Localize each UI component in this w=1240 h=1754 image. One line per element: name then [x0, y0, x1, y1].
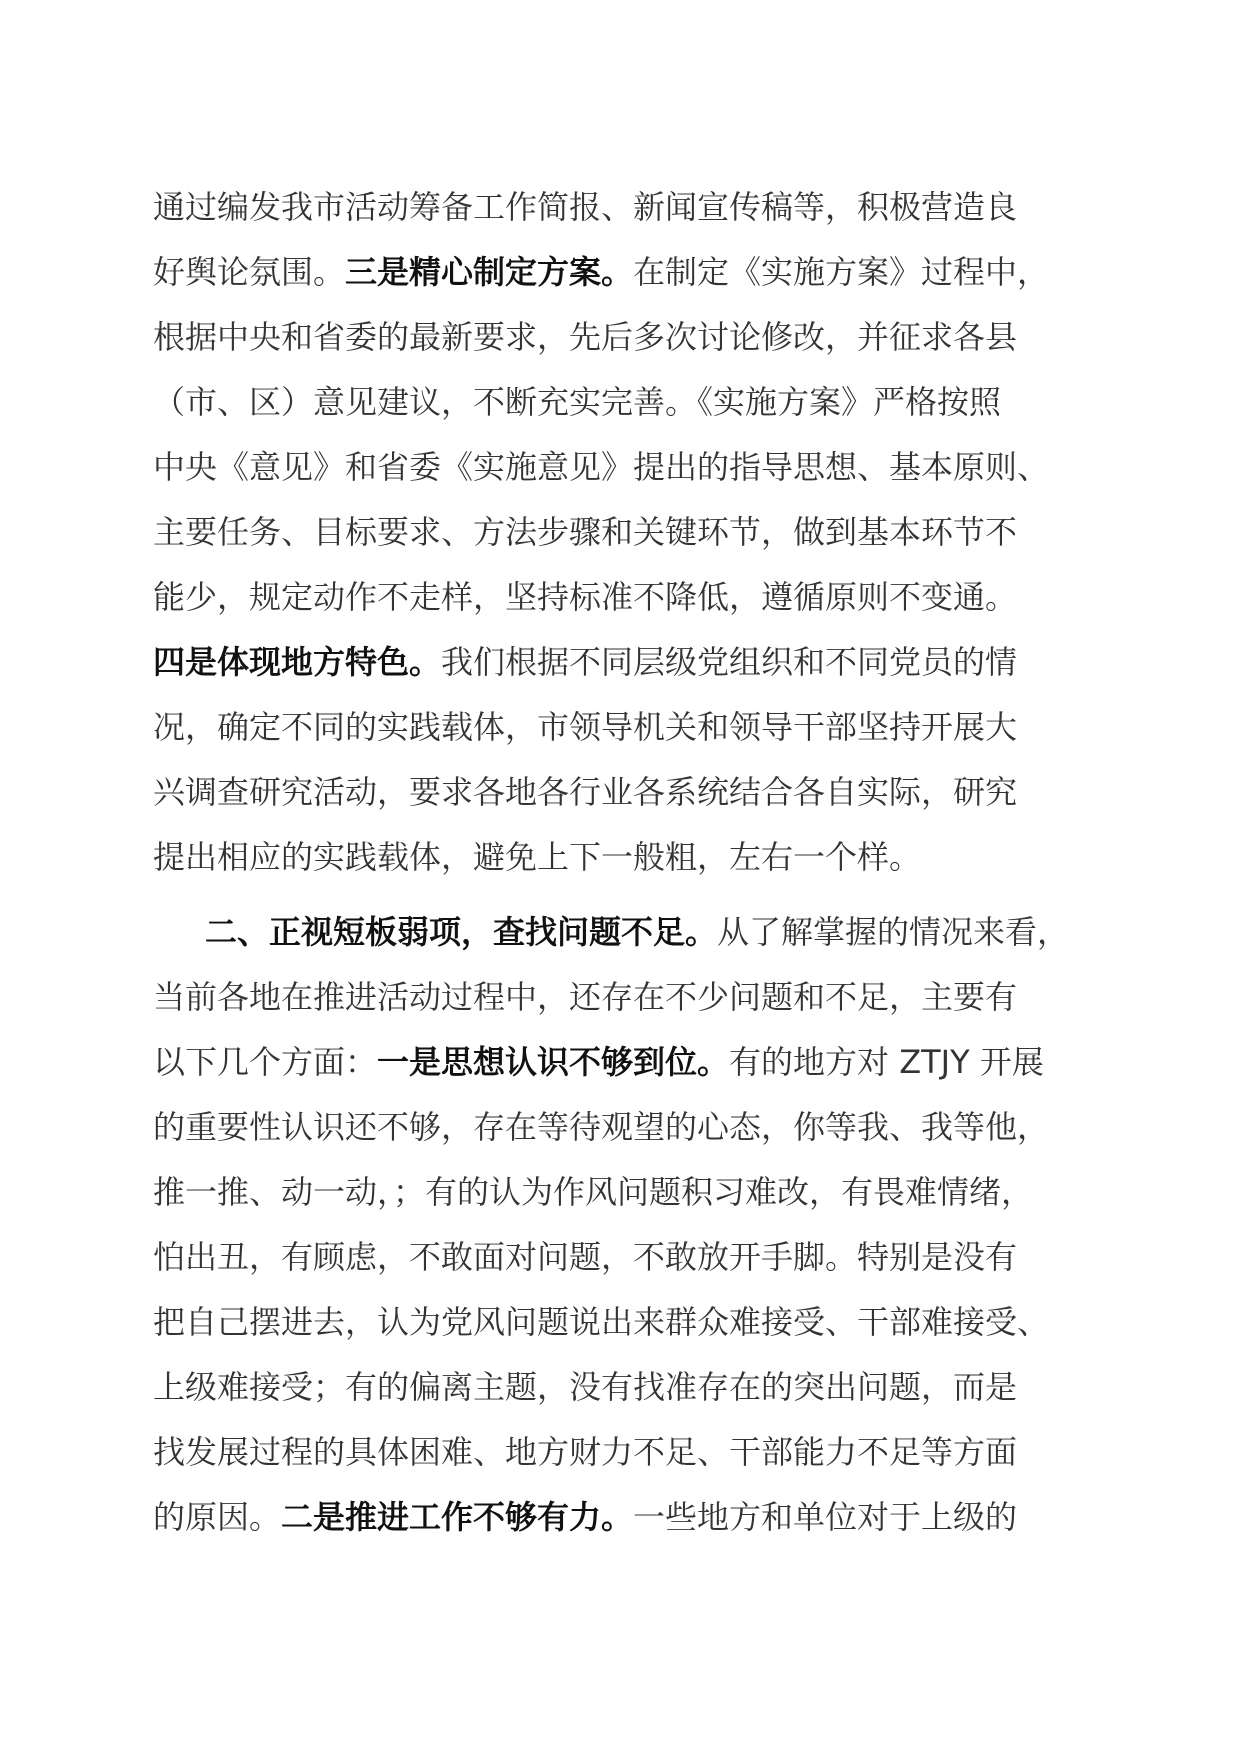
bold-heading-2: 二是推进工作不够有力。 — [281, 1498, 634, 1536]
text-line: 兴调查研究活动，要求各地各行业各系统结合各自实际，研究 — [153, 773, 1018, 811]
text-line: 通过编发我市活动筹备工作简报、新闻宣传稿等，积极营造良 — [153, 188, 1018, 226]
text-line: 把自己摆进去，认为党风问题说出来群众难接受、干部难接受、 — [153, 1303, 1050, 1341]
text-line: 怕出丑，有顾虑，不敢面对问题，不敢放开手脚。特别是没有 — [153, 1238, 1018, 1276]
text-line: 二、正视短板弱项，查找问题不足。从了解掌握的情况来看， — [205, 913, 1070, 951]
text-line: 好舆论氛围。三是精心制定方案。在制定《实施方案》过程中， — [153, 253, 1050, 291]
text-line: （市、区）意见建议，不断充实完善。《实施方案》严格按照 — [153, 383, 1002, 421]
bold-heading-1: 一是思想认识不够到位。 — [377, 1043, 730, 1081]
text-line: 的原因。二是推进工作不够有力。一些地方和单位对于上级的 — [153, 1498, 1018, 1536]
text-line: 上级难接受；有的偏离主题，没有找准存在的突出问题，而是 — [153, 1368, 1018, 1406]
text-line: 当前各地在推进活动过程中，还存在不少问题和不足，主要有 — [153, 978, 1018, 1016]
text-line: 根据中央和省委的最新要求，先后多次讨论修改，并征求各县 — [153, 318, 1018, 356]
text-line: 能少，规定动作不走样，坚持标准不降低，遵循原则不变通。 — [153, 578, 1018, 616]
text-line: 主要任务、目标要求、方法步骤和关键环节，做到基本环节不 — [153, 513, 1018, 551]
bold-heading-4: 四是体现地方特色。 — [153, 643, 442, 681]
text-line: 四是体现地方特色。我们根据不同层级党组织和不同党员的情 — [153, 643, 1018, 681]
text-line: 找发展过程的具体困难、地方财力不足、干部能力不足等方面 — [153, 1433, 1018, 1471]
text-line: 况，确定不同的实践载体，市领导机关和领导干部坚持开展大 — [153, 708, 1018, 746]
paragraph-1 — [153, 175, 1113, 890]
text-line: 提出相应的实践载体，避免上下一般粗，左右一个样。 — [153, 838, 922, 876]
text-line: 推一推、动一动，；有的认为作风问题积习难改，有畏难情绪， — [153, 1173, 1034, 1211]
document-page — [153, 175, 1113, 1550]
bold-heading-3: 三是精心制定方案。 — [345, 253, 634, 291]
paragraph-gap — [153, 890, 1113, 900]
text-line: 的重要性认识还不够，存在等待观望的心态，你等我、我等他， — [153, 1108, 1050, 1146]
text-line: 中央《意见》和省委《实施意见》提出的指导思想、基本原则、 — [153, 448, 1050, 486]
text-line: 以下几个方面：一是思想认识不够到位。有的地方对 ZTJY 开展 — [153, 1043, 1044, 1081]
section-heading: 二、正视短板弱项，查找问题不足。 — [205, 913, 718, 951]
paragraph-2 — [153, 900, 1113, 1550]
